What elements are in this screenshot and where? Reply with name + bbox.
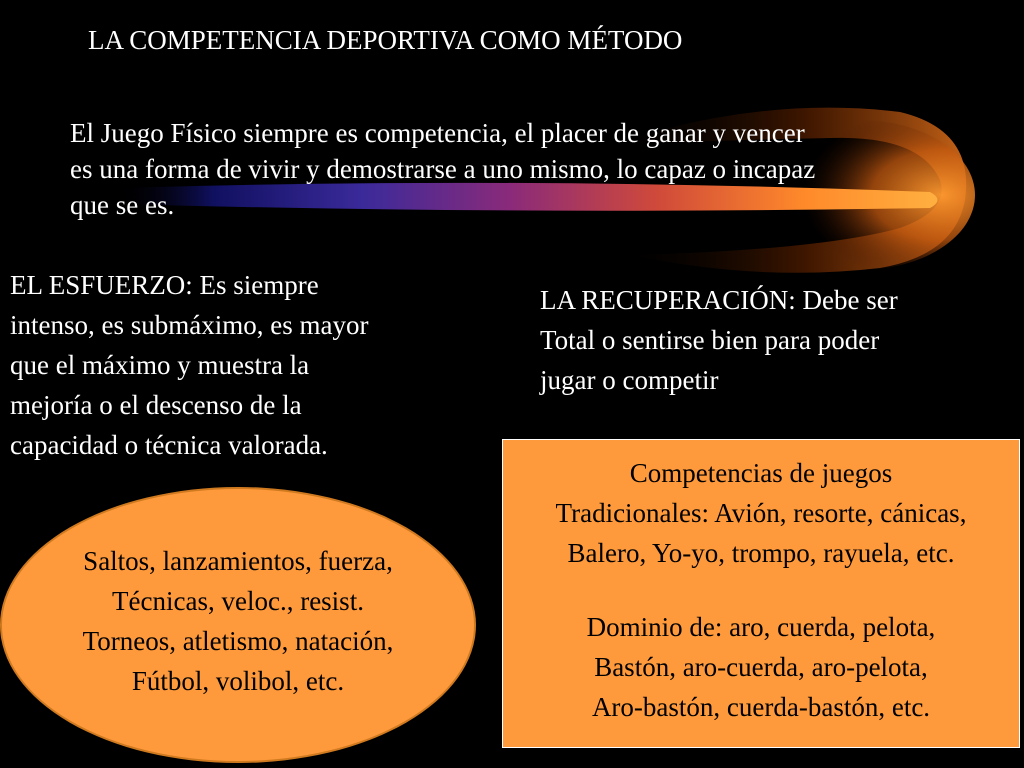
box-line: Dominio de: aro, cuerda, pelota, [586, 612, 936, 642]
ellipse-line: Fútbol, volibol, etc. [131, 666, 345, 696]
ellipse-line: Torneos, atletismo, natación, [82, 626, 394, 656]
recuperacion-line: LA RECUPERACIÓN: Debe ser [540, 285, 898, 315]
esfuerzo-line: que el máximo y muestra la [10, 350, 310, 380]
activities-ellipse-text [0, 541, 476, 701]
intro-line: que se es. [70, 190, 175, 220]
esfuerzo-paragraph [10, 265, 368, 465]
box-spacer [502, 573, 1020, 607]
recuperacion-line: Total o sentirse bien para poder [540, 325, 880, 355]
ellipse-line: Saltos, lanzamientos, fuerza, [83, 546, 393, 576]
box-line: Competencias de juegos [629, 458, 893, 488]
ellipse-line: Técnicas, veloc., resist. [112, 586, 364, 616]
box-line: Balero, Yo-yo, trompo, rayuela, etc. [567, 538, 955, 568]
intro-line: es una forma de vivir y demostrarse a uno mismo, lo capaz o incapaz [70, 154, 816, 184]
intro-line: El Juego Físico siempre es competencia, el placer de ganar y vencer [70, 118, 805, 148]
box-line: Bastón, aro-cuerda, aro-pelota, [594, 652, 928, 682]
recuperacion-line: jugar o competir [540, 365, 719, 395]
games-box-text [502, 453, 1020, 727]
box-line: Tradicionales: Avión, resorte, cánicas, [555, 498, 967, 528]
esfuerzo-line: mejoría o el descenso de la [10, 390, 302, 420]
recuperacion-paragraph [540, 280, 898, 400]
slide-title: LA COMPETENCIA DEPORTIVA COMO MÉTODO [88, 25, 683, 55]
esfuerzo-line: intenso, es submáximo, es mayor [10, 310, 369, 340]
box-line: Aro-bastón, cuerda-bastón, etc. [591, 692, 931, 722]
intro-paragraph [70, 115, 1020, 223]
esfuerzo-line: EL ESFUERZO: Es siempre [10, 270, 319, 300]
esfuerzo-line: capacidad o técnica valorada. [10, 430, 328, 460]
